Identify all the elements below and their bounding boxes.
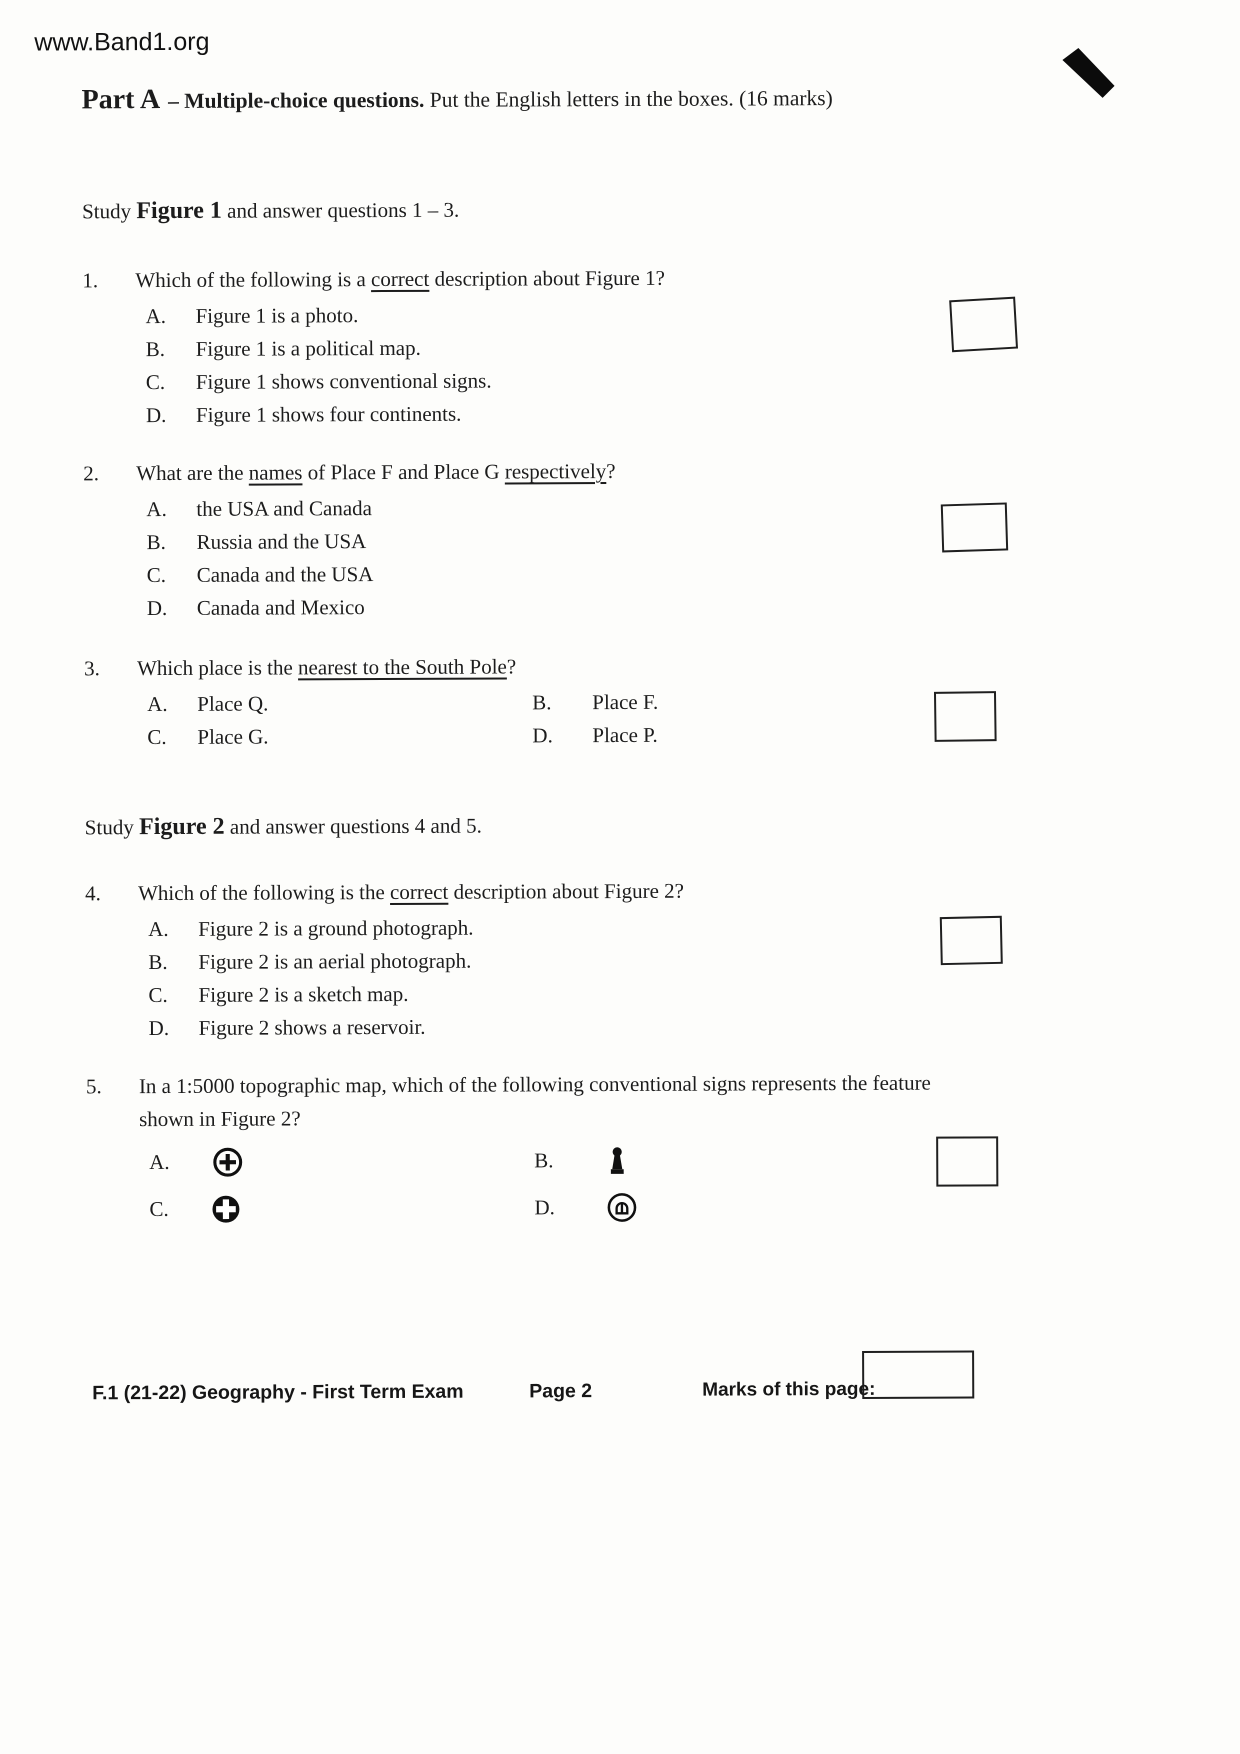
q2-text-underlined-2: respectively: [504, 459, 607, 484]
option-pair-row: [149, 1182, 1026, 1233]
question-4-text: [85, 873, 1025, 910]
option-text: Canada and Mexico: [196, 595, 365, 620]
footer-page-number: Page 2: [529, 1380, 593, 1403]
question-1-number: 1.: [82, 268, 99, 293]
option-text: Figure 1 is a photo.: [195, 303, 359, 328]
option-text: Place P.: [592, 722, 658, 748]
q2-text-underlined-1: names: [248, 460, 303, 485]
option-row: [149, 1191, 534, 1226]
temple-circle-icon: [606, 1192, 666, 1223]
option-letter: B.: [148, 949, 168, 975]
question-4-body: [138, 875, 684, 910]
question-2-body: [136, 455, 615, 490]
question-4-options: [148, 909, 1026, 1045]
option-letter: B.: [146, 529, 166, 555]
option-text: Figure 2 is a ground photograph.: [198, 915, 474, 941]
answer-box-q5[interactable]: [936, 1136, 998, 1186]
question-3-body: [137, 650, 516, 685]
option-text: Figure 2 is an aerial photograph.: [198, 948, 472, 974]
scan-artifact-mark: [1058, 46, 1118, 106]
option-letter: A.: [148, 916, 169, 942]
option-letter: C.: [145, 369, 166, 395]
option-row: [145, 296, 1022, 333]
part-a-heading: [82, 81, 833, 116]
question-1-text: [82, 260, 1022, 297]
option-letter: A.: [145, 303, 167, 329]
option-letter: B.: [145, 336, 166, 362]
question-2-number: 2.: [83, 461, 100, 486]
option-row: [532, 686, 658, 720]
question-5-options: [149, 1135, 1026, 1233]
part-subtitle-bold: – Multiple-choice questions.: [168, 87, 425, 113]
option-text: Figure 1 shows four continents.: [195, 401, 462, 427]
question-3-options: [147, 684, 1024, 754]
answer-box-q2[interactable]: [941, 502, 1008, 552]
option-letter: D.: [534, 1195, 555, 1220]
question-4-number: 4.: [85, 881, 101, 906]
option-row: [147, 686, 532, 721]
option-text: Place G.: [197, 724, 269, 749]
q1-text-pre: Which of the following is a: [135, 267, 372, 293]
question-1: [82, 260, 1023, 432]
answer-box-q3[interactable]: [934, 691, 997, 742]
question-5-body: [139, 1067, 931, 1103]
study-figure1-instruction: [82, 197, 459, 226]
option-letter: B.: [534, 1148, 554, 1173]
question-3-number: 3.: [84, 656, 100, 681]
option-row: [148, 909, 1025, 946]
option-letter: C.: [148, 982, 168, 1008]
study1-post: and answer questions 1 – 3.: [221, 197, 460, 223]
option-letter: A.: [147, 691, 168, 717]
option-letter: C.: [149, 1196, 169, 1222]
option-row: [146, 395, 1023, 432]
option-row: [149, 1144, 534, 1179]
q4-text-pre: Which of the following is the: [138, 880, 391, 906]
option-row: [532, 719, 657, 753]
footer-marks-label: Marks of this page:: [702, 1378, 876, 1401]
option-row: [148, 975, 1025, 1012]
option-text: Figure 2 is a sketch map.: [198, 981, 409, 1007]
option-row: [149, 1008, 1026, 1045]
option-row: [148, 942, 1025, 979]
part-subtitle-rest: Put the English letters in the boxes. (16 marks): [424, 86, 833, 112]
question-1-options: [145, 296, 1023, 432]
question-5-text: [86, 1066, 1026, 1103]
option-text: Figure 1 shows conventional signs.: [195, 368, 492, 394]
option-letter: D.: [148, 1015, 170, 1041]
option-letter: D.: [146, 595, 168, 621]
option-row: [147, 555, 1024, 592]
option-text: Figure 2 shows a reservoir.: [198, 1014, 426, 1040]
q1-text-post: description about Figure 1?: [429, 265, 665, 291]
footer-exam-title: F.1 (21-22) Geography - First Term Exam: [92, 1380, 464, 1405]
q1-text-underlined: correct: [370, 266, 430, 292]
option-row: [534, 1191, 666, 1225]
q3-text-pre: Which place is the: [137, 655, 299, 681]
q4-text-post: description about Figure 2?: [448, 878, 684, 904]
q2-text-post: ?: [606, 459, 616, 484]
option-letter: A.: [149, 1149, 170, 1175]
filled-circle-cross-icon: [211, 1195, 271, 1224]
option-letter: C.: [146, 562, 166, 588]
question-2-text: [83, 453, 1023, 490]
option-letter: B.: [532, 690, 552, 715]
question-5: [86, 1066, 1027, 1233]
option-text: Figure 1 is a political map.: [195, 335, 421, 361]
option-row: [146, 329, 1023, 366]
q3-text-underlined: nearest to the South Pole: [297, 654, 507, 680]
study-figure2-instruction: [85, 813, 482, 842]
option-text: the USA and Canada: [196, 496, 372, 521]
q5-text-line1: In a 1:5000 topographic map, which of the following conventional signs represents the feature: [138, 1070, 931, 1099]
site-watermark: www.Band1.org: [34, 27, 210, 57]
option-text: Russia and the USA: [196, 529, 367, 554]
study1-figure-label: Figure 1: [136, 197, 222, 225]
question-3: [84, 648, 1024, 754]
study2-post: and answer questions 4 and 5.: [224, 813, 482, 839]
option-row: [146, 522, 1023, 559]
option-pair-row: [149, 1135, 1026, 1186]
option-row: [147, 588, 1024, 625]
q2-text-mid: of Place F and Place G: [302, 459, 505, 485]
option-row: [534, 1144, 666, 1178]
q4-text-underlined: correct: [389, 879, 449, 905]
question-5-number: 5.: [85, 1074, 102, 1099]
q5-text-line2: shown in Figure 2?: [138, 1106, 301, 1132]
option-letter: C.: [147, 724, 167, 750]
option-text: Place Q.: [197, 691, 269, 716]
option-letter: A.: [146, 496, 167, 522]
circle-plus-icon: [211, 1146, 271, 1179]
study2-figure-label: Figure 2: [138, 813, 225, 841]
question-2: [83, 453, 1024, 625]
option-pair-row: [147, 717, 1024, 754]
question-4: [85, 873, 1026, 1045]
answer-box-q4[interactable]: [940, 916, 1003, 965]
option-row: [147, 719, 532, 754]
question-1-body: [135, 262, 665, 297]
marks-of-page-box: [862, 1350, 974, 1398]
study1-pre: Study: [82, 199, 137, 224]
part-title: Part A: [81, 83, 161, 116]
option-pair-row: [147, 684, 1024, 721]
q2-text-pre: What are the: [136, 460, 249, 486]
q3-text-post: ?: [506, 654, 517, 679]
answer-box-q1[interactable]: [949, 297, 1018, 353]
statue-icon: [606, 1145, 666, 1175]
option-letter: D.: [532, 723, 553, 748]
question-3-text: [84, 648, 1024, 685]
option-letter: D.: [145, 402, 167, 428]
option-row: [146, 362, 1023, 399]
option-text: Place F.: [592, 689, 659, 715]
option-text: Canada and the USA: [196, 562, 374, 587]
option-row: [146, 489, 1023, 526]
question-2-options: [146, 489, 1024, 625]
study2-pre: Study: [84, 815, 140, 840]
